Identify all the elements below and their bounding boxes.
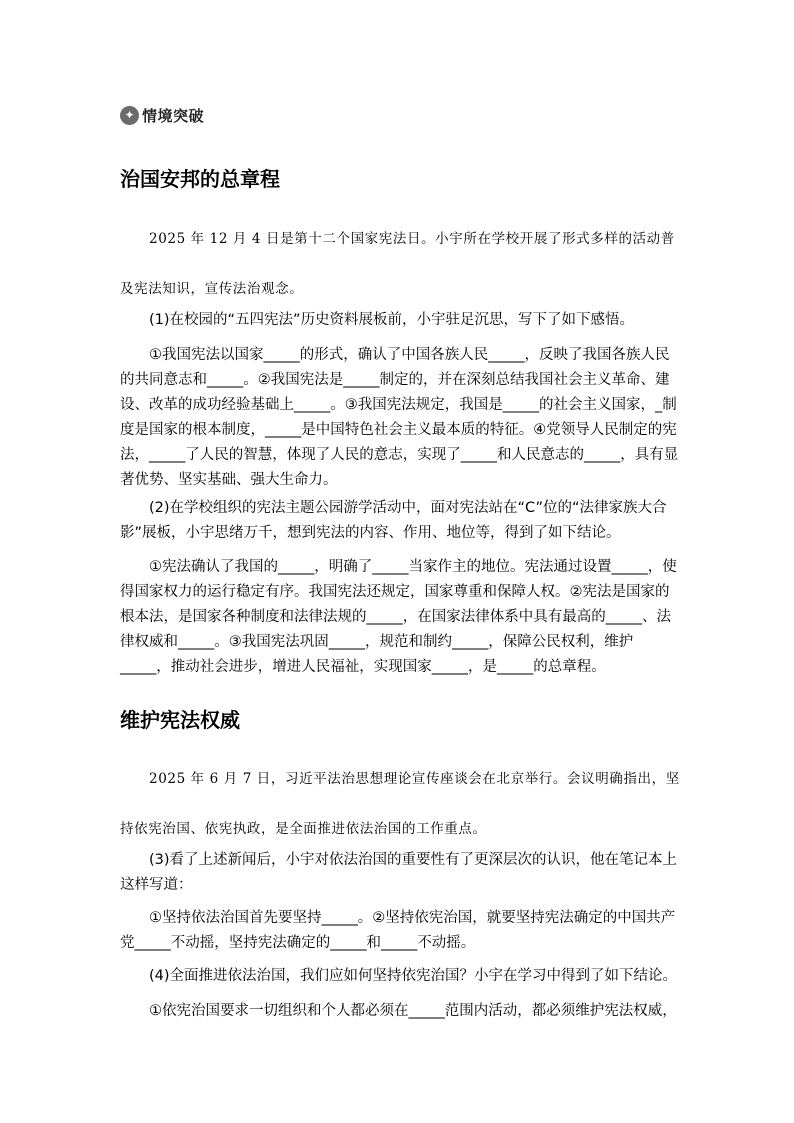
news-paragraph-1: 2025 年 12 月 4 日是第十二个国家宪法日。小宇所在学校开展了形式多样的活动普及宪法知识，宣传法治观念。 [120,231,675,297]
answer-1: ①我国宪法以国家_____的形式，确认了中国各族人民_____，反映了我国各族人民的共同意志和_____。②我国宪法是_____制定的，并在深刻总结我国社会主义革命、建设、改革的成功经验基础上_____。③我国宪法规定，我国是_____的社会主义国家，_制度是国家的根本制度，_____是中国特色社会主义最本质的特征。④党领导人民制定的宪法，_____了人民的智慧，体现了人民的意志，实现了_____和人民意志的_____，具有显著优势、坚实基础、强大生命力。 [120,347,679,488]
question-4: (4)全面推进依法治国，我们应如何坚持依宪治国？小宇在学习中得到了如下结论。 [149,968,678,984]
answer-4: ①依宪治国要求一切组织和个人都必须在_____范围内活动，都必须维护宪法权威， [149,1003,677,1019]
star-icon: ✦ [120,106,139,125]
badge-label: 情境突破 [142,106,205,125]
section-heading-2: 维护宪法权威 [120,708,240,732]
question-1: (1)在校园的“五四宪法”历史资料展板前，小宇驻足沉思，写下了如下感悟。 [149,312,635,328]
section-heading-1: 治国安邦的总章程 [120,167,280,191]
answer-3: ①坚持依法治国首先要坚持_____。②坚持依宪治国，就要坚持宪法确定的中国共产党_____不动摇，坚持宪法确定的_____和_____不动摇。 [120,910,676,951]
question-2: (2)在学校组织的宪法主题公园游学活动中，面对宪法站在“C”位的“法律家族大合影”展板，小宇思绪万千，想到宪法的内容、作用、地位等，得到了如下结论。 [120,500,667,541]
news-paragraph-2: 2025 年 6 月 7 日，习近平法治思想理论宣传座谈会在北京举行。会议明确指出，坚持依宪治国、依宪执政，是全面推进依法治国的工作重点。 [120,771,680,837]
question-3: (3)看了上述新闻后，小宇对依法治国的重要性有了更深层次的认识，他在笔记本上这样写道： [120,852,678,893]
section-badge [120,104,204,126]
answer-2: ①宪法确认了我国的_____，明确了_____当家作主的地位。宪法通过设置_____，使得国家权力的运行稳定有序。我国宪法还规定，国家尊重和保障人权。②宪法是国家的根本法，是国家各种制度和法律法规的_____，在国家法律体系中具有最高的_____、法律权威和_____。③我国宪法巩固_____，规范和制约_____，保障公民权利，维护_____，推动社会进步，增进人民福祉，实现国家_____，是_____的总章程。 [120,559,677,675]
